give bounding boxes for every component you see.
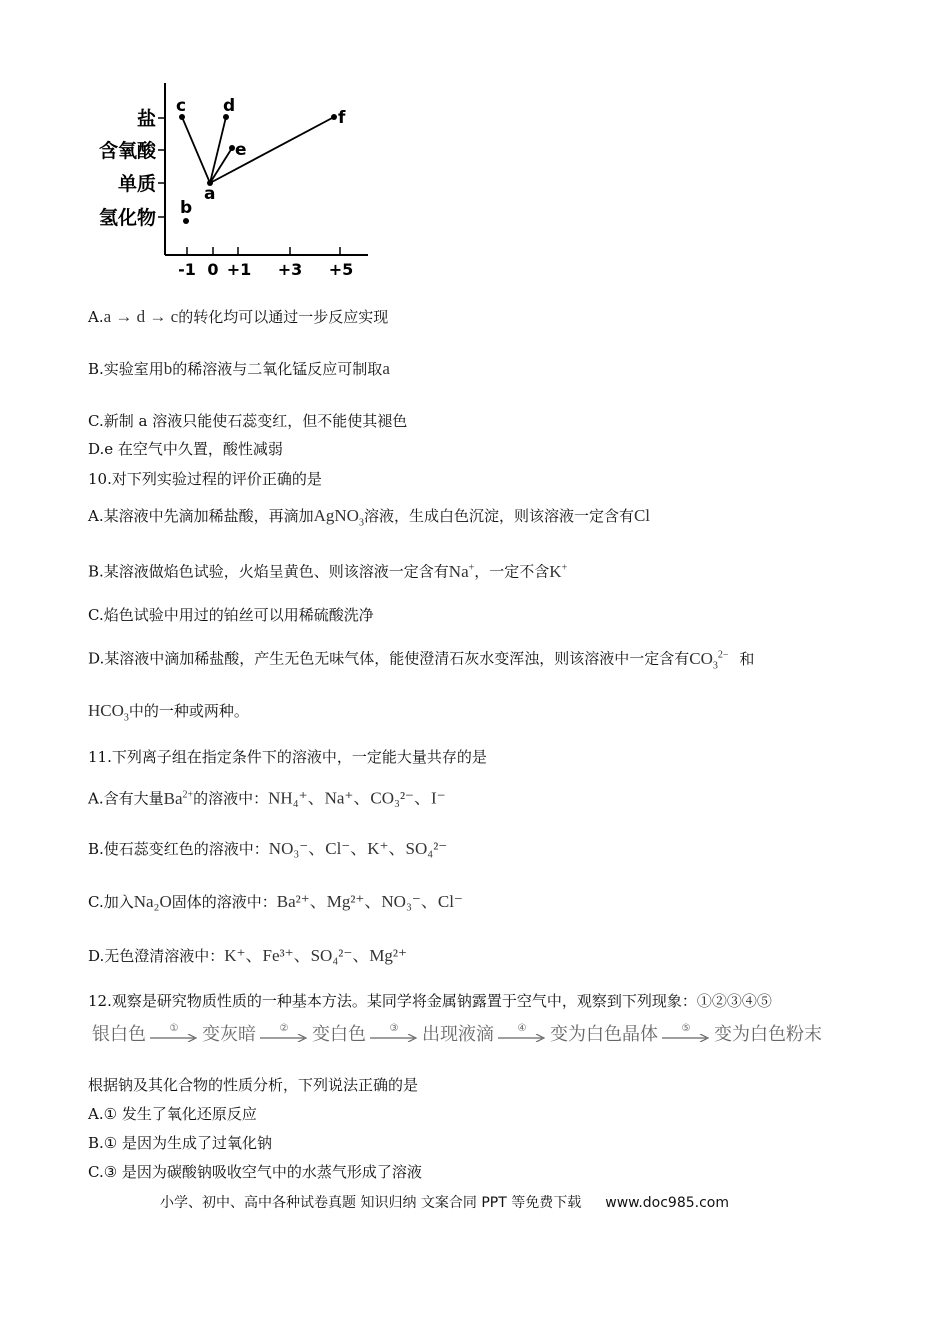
q12-option-b: B.① 是因为生成了过氧化钠 bbox=[88, 1134, 273, 1152]
q11-option-c: C.加入Na₂O固体的溶液中：Ba²⁺、Mg²⁺、NO₃⁻、Cl⁻ bbox=[88, 892, 463, 911]
point-f bbox=[331, 114, 337, 120]
q10-option-b: B.某溶液做焰色试验，火焰呈黄色、则该溶液一定含有Na+，一定不含K+ bbox=[88, 561, 568, 581]
footer-text: 小学、初中、高中各种试卷真题 知识归纳 文案合同 PPT 等免费下载 bbox=[160, 1195, 582, 1211]
q12-observation-flow bbox=[92, 1020, 822, 1046]
q9-option-c: C.新制 a 溶液只能使石蕊变红，但不能使其褪色 bbox=[88, 412, 408, 430]
label-f: f bbox=[338, 108, 346, 128]
flow-arrow-1: ① bbox=[150, 1024, 198, 1042]
y-label-hydride: 氢化物 bbox=[98, 207, 156, 229]
footer-url[interactable]: www.doc985.com bbox=[605, 1195, 729, 1211]
q9-option-b: B.实验室用b的稀溶液与二氧化锰反应可制取a bbox=[88, 359, 390, 378]
q9-option-a: A.a → d → c的转化均可以通过一步反应实现 bbox=[88, 307, 389, 326]
q9-option-d: D.e 在空气中久置，酸性减弱 bbox=[88, 440, 283, 458]
label-e: e bbox=[235, 140, 247, 160]
q11-option-d: D.无色澄清溶液中：K⁺、Fe³⁺、SO₄²⁻、Mg²⁺ bbox=[88, 946, 407, 965]
x-label-minus1: -1 bbox=[178, 260, 196, 279]
q10-stem: 10.对下列实验过程的评价正确的是 bbox=[88, 470, 322, 488]
q10-option-d: D.某溶液中滴加稀盐酸，产生无色无味气体，能使澄清石灰水变浑浊，则该溶液中一定含有$CO_3^{2-}$ 和 bbox=[88, 648, 755, 672]
footer-banner bbox=[160, 1192, 729, 1212]
q10-option-a: A.某溶液中先滴加稀盐酸，再滴加AgNO$_3$溶液，生成白色沉淀，则该溶液一定含有Cl bbox=[88, 506, 651, 529]
label-a: a bbox=[204, 184, 216, 204]
q11-option-b: B.使石蕊变红色的溶液中：NO₃⁻、Cl⁻、K⁺、SO₄²⁻ bbox=[88, 839, 448, 858]
flow-state-5: 变为白色晶体 bbox=[550, 1024, 658, 1045]
q12-after: 根据钠及其化合物的性质分析，下列说法正确的是 bbox=[88, 1076, 419, 1094]
flow-state-3: 变白色 bbox=[312, 1024, 366, 1045]
x-label-0: 0 bbox=[207, 260, 219, 279]
x-label-plus3: +3 bbox=[277, 260, 303, 279]
x-label-plus5: +5 bbox=[328, 260, 354, 279]
q11-stem: 11.下列离子组在指定条件下的溶液中，一定能大量共存的是 bbox=[88, 748, 487, 766]
flow-state-6: 变为白色粉末 bbox=[714, 1024, 822, 1045]
flow-state-4: 出现液滴 bbox=[422, 1024, 494, 1045]
q10-option-c: C.焰色试验中用过的铂丝可以用稀硫酸洗净 bbox=[88, 606, 374, 624]
flow-arrow-2: ② bbox=[260, 1024, 308, 1042]
q12-stem: 12.观察是研究物质性质的一种基本方法。某同学将金属钠露置于空气中，观察到下列现象：①②③④⑤ bbox=[88, 992, 772, 1010]
x-label-plus1: +1 bbox=[226, 260, 252, 279]
flow-arrow-4: ④ bbox=[498, 1024, 546, 1042]
flow-arrow-5: ⑤ bbox=[662, 1024, 710, 1042]
y-label-salt: 盐 bbox=[136, 108, 156, 130]
q12-option-a: A.① 发生了氧化还原反应 bbox=[88, 1105, 257, 1123]
label-b: b bbox=[180, 198, 193, 218]
valence-class-graph bbox=[90, 75, 380, 285]
flow-state-1: 银白色 bbox=[92, 1024, 146, 1045]
label-c: c bbox=[176, 96, 187, 116]
q11-option-a: A.含有大量$Ba^{2+}$的溶液中：NH₄⁺、Na⁺、CO₃²⁻、I⁻ bbox=[88, 788, 446, 808]
flow-state-2: 变灰暗 bbox=[202, 1024, 256, 1045]
y-label-element: 单质 bbox=[117, 173, 156, 195]
label-d: d bbox=[223, 96, 236, 116]
q10-option-d-cont: $HCO_3$中的一种或两种。 bbox=[88, 701, 249, 724]
q12-option-c: C.③ 是因为碳酸钠吸收空气中的水蒸气形成了溶液 bbox=[88, 1163, 422, 1181]
y-label-oxyacid: 含氧酸 bbox=[98, 140, 156, 162]
flow-arrow-3: ③ bbox=[370, 1024, 418, 1042]
point-b bbox=[183, 218, 189, 224]
